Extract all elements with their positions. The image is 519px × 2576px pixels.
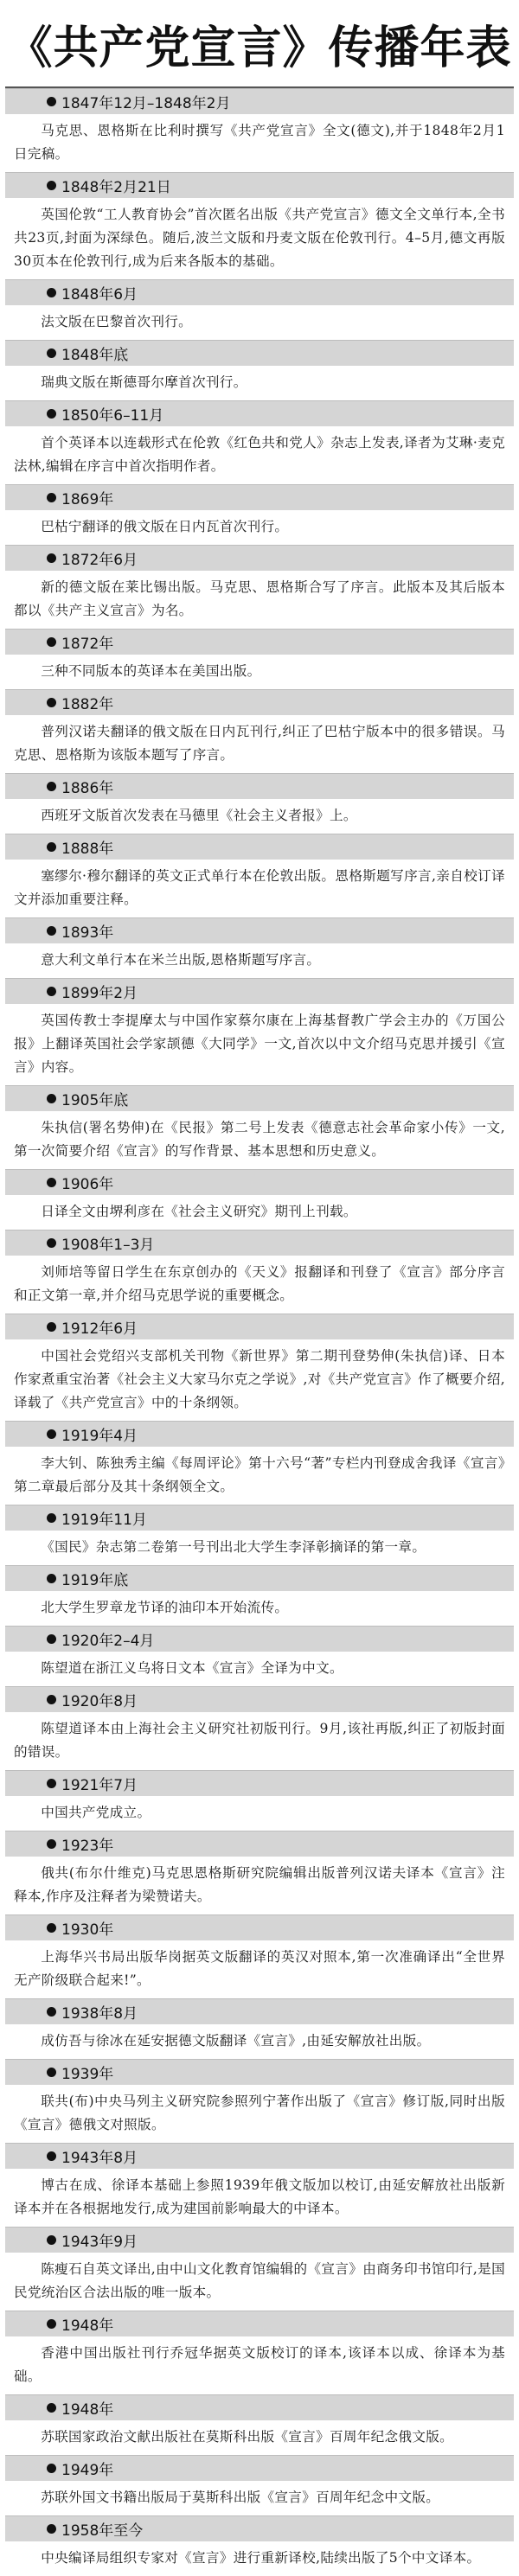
entry-header [5,1505,514,1531]
bullet-icon [47,1513,56,1523]
entry-date: 1948年 [61,2317,114,2335]
timeline-entry [5,1686,514,1770]
entry-text: 陈瘦石自英文译出,由中山文化教育馆编辑的《宣言》由商务印书馆印行,是国民党统治区合法出版的唯一版本。 [5,2253,514,2311]
bullet-icon [47,1238,56,1248]
timeline-entry [5,2311,514,2394]
entry-header [5,917,514,943]
entry-text: 中国社会党绍兴支部机关刊物《新世界》第二期刊登势伸(朱执信)译、日本作家煮重宝治著《社会主义大家马尔克之学说》,对《共产党宣言》作了概要介绍,译载了《共产党宣言》中的十条纲领。 [5,1339,514,1421]
entry-text: 苏联外国文书籍出版局于莫斯科出版《宣言》百周年纪念中文版。 [5,2481,514,2515]
entry-date: 1923年 [61,1838,114,1855]
entry-header [5,1169,514,1195]
timeline-entry [5,834,514,917]
entry-date: 1848年6月 [61,286,138,304]
entry-header [5,978,514,1004]
entry-text: 塞缪尔·穆尔翻译的英文正式单行本在伦敦出版。恩格斯题写序言,亲自校订译文并添加重要注释。 [5,860,514,917]
bullet-icon [47,409,56,419]
timeline-entry [5,917,514,978]
entry-header [5,484,514,510]
entry-header [5,172,514,198]
timeline-entry [5,1314,514,1421]
bullet-icon [47,1574,56,1583]
bullet-icon [47,1923,56,1933]
timeline-entry [5,1626,514,1686]
entry-header [5,1770,514,1796]
entry-date: 1920年8月 [61,1693,138,1710]
timeline-entry [5,773,514,834]
entry-date: 1943年9月 [61,2234,138,2251]
entry-text: 俄共(布尔什维克)马克思恩格斯研究院编辑出版普列汉诺夫译本《宣言》注释本,作序及注释者为梁赞诺夫。 [5,1857,514,1914]
entry-text: 新的德文版在莱比锡出版。马克思、恩格斯合写了序言。此版本及其后版本都以《共产主义宣言》为名。 [5,571,514,629]
entry-header [5,834,514,860]
entry-header [5,629,514,655]
entry-date: 1905年底 [61,1092,129,1109]
entry-text: 巴枯宁翻译的俄文版在日内瓦首次刊行。 [5,510,514,545]
entry-text: 苏联国家政治文献出版社在莫斯科出版《宣言》百周年纪念俄文版。 [5,2420,514,2455]
timeline [5,86,514,2576]
entry-text: 北大学生罗章龙节译的油印本开始流传。 [5,1591,514,1626]
timeline-entry [5,88,514,172]
timeline-entry [5,1770,514,1831]
bullet-icon [47,348,56,358]
bullet-icon [47,1634,56,1644]
bullet-icon [47,288,56,297]
timeline-entry [5,1565,514,1626]
entry-text: 中国共产党成立。 [5,1796,514,1831]
bullet-icon [47,842,56,852]
entry-text: 意大利文单行本在米兰出版,恩格斯题写序言。 [5,943,514,978]
entry-header [5,1626,514,1652]
entry-date: 1919年11月 [61,1512,147,1529]
entry-header [5,2227,514,2253]
entry-header [5,1998,514,2024]
entry-date: 1847年12月–1848年2月 [61,95,231,112]
entry-text: 上海华兴书局出版华岗据英文版翻译的英汉对照本,第一次准确译出“全世界无产阶级联合起来!”。 [5,1940,514,1998]
bullet-icon [47,698,56,707]
timeline-entry [5,978,514,1085]
entry-header [5,1914,514,1940]
bullet-icon [47,1695,56,1704]
entry-header [5,340,514,366]
timeline-entry [5,2394,514,2455]
bullet-icon [47,2403,56,2413]
entry-header [5,2143,514,2169]
entry-text: 英国伦敦“工人教育协会”首次匿名出版《共产党宣言》德文全文单行本,全书共23页,封面为深绿色。随后,波兰文版和丹麦文版在伦敦刊行。4–5月,德文再版30页本在伦敦刊行,成为后来各版本的基础。 [5,198,514,279]
entry-date: 1939年 [61,2066,114,2083]
bullet-icon [47,2235,56,2245]
bullet-icon [47,2524,56,2534]
timeline-entry [5,2227,514,2311]
entry-text: 三种不同版本的英译本在美国出版。 [5,655,514,689]
entry-date: 1888年 [61,841,114,858]
entry-date: 1899年2月 [61,985,138,1002]
entry-header [5,2515,514,2541]
bullet-icon [47,181,56,190]
page-title: 《共产党宣言》传播年表 [7,22,512,74]
timeline-entry [5,1998,514,2059]
bullet-icon [47,493,56,502]
entry-date: 1872年 [61,636,114,653]
timeline-entry [5,2059,514,2143]
timeline-entry [5,172,514,279]
entry-text: 中央编译局组织专家对《宣言》进行重新译校,陆续出版了5个中文译本。 [5,2541,514,2576]
bullet-icon [47,553,56,563]
timeline-entry [5,545,514,629]
bullet-icon [47,2319,56,2329]
bullet-icon [47,2151,56,2161]
entry-header [5,1421,514,1447]
entry-text: 陈望道译本由上海社会主义研究社初版刊行。9月,该社再版,纠正了初版封面的错误。 [5,1712,514,1770]
entry-date: 1893年 [61,924,114,942]
bullet-icon [47,637,56,647]
timeline-entry [5,1085,514,1169]
bullet-icon [47,2007,56,2017]
entry-header [5,400,514,426]
timeline-entry [5,2455,514,2515]
entry-date: 1912年6月 [61,1320,138,1338]
timeline-entry [5,1914,514,1998]
entry-date: 1930年 [61,1921,114,1939]
bullet-icon [47,1429,56,1439]
entry-text: 李大钊、陈独秀主编《每周评论》第十六号“著”专栏内刊登成舍我译《宣言》第二章最后部分及其十条纲领全文。 [5,1447,514,1505]
entry-text: 首个英译本以连载形式在伦敦《红色共和党人》杂志上发表,译者为艾琳·麦克法林,编辑在序言中首次指明作者。 [5,426,514,484]
entry-date: 1921年7月 [61,1777,138,1794]
bullet-icon [47,2464,56,2473]
entry-date: 1872年6月 [61,552,138,569]
bullet-icon [47,1322,56,1332]
entry-date: 1848年2月21日 [61,179,171,196]
entry-header [5,2455,514,2481]
timeline-entry [5,1505,514,1565]
entry-date: 1848年底 [61,347,129,364]
bullet-icon [47,782,56,791]
entry-text: 陈望道在浙江义乌将日文本《宣言》全译为中文。 [5,1652,514,1686]
timeline-entry [5,2143,514,2227]
entry-date: 1919年底 [61,1572,129,1589]
timeline-entry [5,1831,514,1914]
entry-header [5,1085,514,1111]
entry-header [5,689,514,715]
entry-text: 联共(布)中央马列主义研究院参照列宁著作出版了《宣言》修订版,同时出版《宣言》德俄文对照版。 [5,2085,514,2143]
entry-text: 香港中国出版社刊行乔冠华据英文版校订的译本,该译本以成、徐译本为基础。 [5,2336,514,2394]
entry-header [5,279,514,305]
bullet-icon [47,1839,56,1849]
entry-text: 朱执信(署名势伸)在《民报》第二号上发表《德意志社会革命家小传》一文,第一次简要介绍《宣言》的写作背景、基本思想和历史意义。 [5,1111,514,1169]
entry-date: 1958年至今 [61,2522,144,2540]
entry-date: 1949年 [61,2462,114,2479]
bullet-icon [47,1094,56,1103]
bullet-icon [47,926,56,936]
timeline-entry [5,2515,514,2576]
entry-header [5,88,514,114]
entry-text: 博古在成、徐译本基础上参照1939年俄文版加以校订,由延安解放社出版新译本并在各根据地发行,成为建国前影响最大的中译本。 [5,2169,514,2227]
bullet-icon [47,987,56,996]
timeline-entry [5,279,514,340]
entry-text: 法文版在巴黎首次刊行。 [5,305,514,340]
entry-text: 英国传教士李提摩太与中国作家蔡尔康在上海基督教广学会主办的《万国公报》上翻译英国社会学家颉德《大同学》一文,首次以中文介绍马克思并援引《宣言》内容。 [5,1004,514,1085]
bullet-icon [47,1178,56,1187]
entry-header [5,2394,514,2420]
entry-text: 刘师培等留日学生在东京创办的《天义》报翻译和刊登了《宣言》部分序言和正文第一章,并介绍马克思学说的重要概念。 [5,1256,514,1314]
entry-date: 1869年 [61,491,114,508]
timeline-entry [5,1169,514,1230]
entry-date: 1943年8月 [61,2150,138,2167]
timeline-entry [5,689,514,773]
entry-header [5,1831,514,1857]
entry-header [5,1230,514,1256]
timeline-entry [5,340,514,400]
bullet-icon [47,1779,56,1788]
entry-text: 瑞典文版在斯德哥尔摩首次刊行。 [5,366,514,400]
entry-header [5,1686,514,1712]
bullet-icon [47,2068,56,2077]
entry-text: 《国民》杂志第二卷第一号刊出北大学生李泽彰摘译的第一章。 [5,1531,514,1565]
entry-text: 西班牙文版首次发表在马德里《社会主义者报》上。 [5,799,514,834]
entry-date: 1906年 [61,1176,114,1193]
bullet-icon [47,97,56,106]
entry-header [5,2059,514,2085]
entry-date: 1948年 [61,2401,114,2419]
entry-text: 马克思、恩格斯在比利时撰写《共产党宣言》全文(德文),并于1848年2月1日完稿。 [5,114,514,172]
entry-header [5,1314,514,1339]
entry-text: 成仿吾与徐冰在延安据德文版翻译《宣言》,由延安解放社出版。 [5,2024,514,2059]
entry-date: 1919年4月 [61,1428,138,1445]
timeline-entry [5,1421,514,1505]
entry-header [5,1565,514,1591]
timeline-entry [5,484,514,545]
entry-header [5,773,514,799]
entry-header [5,2311,514,2336]
entry-date: 1920年2–4月 [61,1633,155,1650]
entry-date: 1886年 [61,780,114,797]
entry-header [5,545,514,571]
timeline-entry [5,629,514,689]
entry-date: 1882年 [61,696,114,713]
timeline-entry [5,1230,514,1314]
entry-text: 日译全文由堺利彦在《社会主义研究》期刊上刊载。 [5,1195,514,1230]
entry-date: 1850年6–11月 [61,407,164,425]
entry-text: 普列汉诺夫翻译的俄文版在日内瓦刊行,纠正了巴枯宁版本中的很多错误。马克思、恩格斯为该版本题写了序言。 [5,715,514,773]
timeline-entry [5,400,514,484]
entry-date: 1908年1–3月 [61,1237,155,1254]
entry-date: 1938年8月 [61,2005,138,2023]
